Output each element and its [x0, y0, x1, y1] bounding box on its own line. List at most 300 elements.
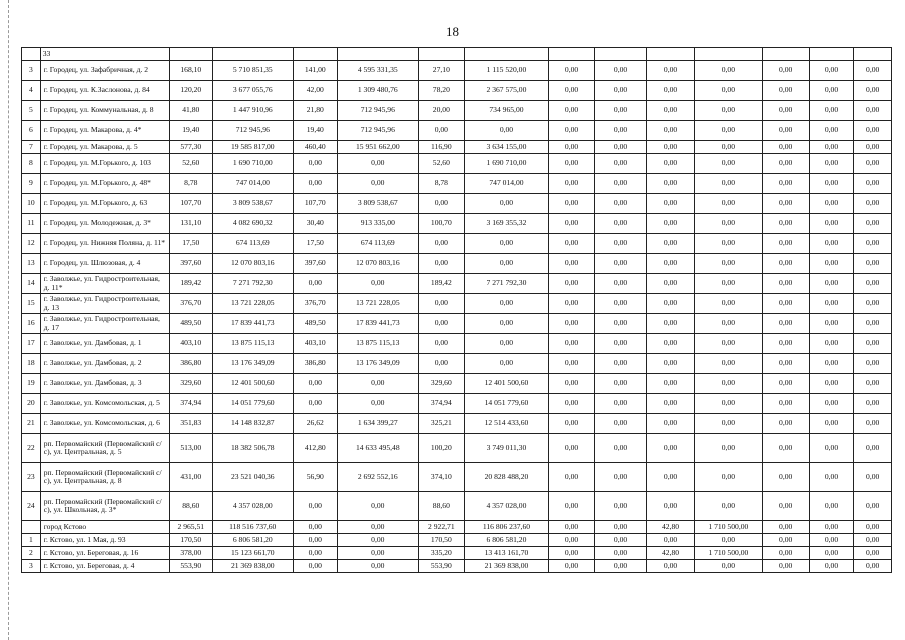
value-cell: 0,00	[762, 560, 809, 573]
value-cell: 0,00	[464, 294, 548, 314]
value-cell: 0,00	[809, 121, 854, 141]
value-cell: 0,00	[762, 294, 809, 314]
value-cell: 376,70	[293, 294, 337, 314]
value-cell: 0,00	[854, 234, 892, 254]
value-cell: 0,00	[695, 374, 763, 394]
value-cell: 13 176 349,09	[212, 354, 293, 374]
value-cell: 0,00	[595, 294, 647, 314]
value-cell: 0,00	[647, 294, 695, 314]
value-cell: 0,00	[293, 492, 337, 521]
value-cell: 0,00	[762, 394, 809, 414]
value-cell: 0,00	[549, 521, 595, 534]
value-cell: 0,00	[549, 101, 595, 121]
value-cell: 712 945,96	[337, 101, 418, 121]
value-cell: 30,40	[293, 214, 337, 234]
value-cell: 0,00	[418, 194, 464, 214]
row-number: 8	[22, 154, 41, 174]
value-cell: 4 082 690,32	[212, 214, 293, 234]
value-cell: 386,80	[169, 354, 212, 374]
value-cell: 0,00	[549, 141, 595, 154]
value-cell: 0,00	[762, 121, 809, 141]
value-cell: 0,00	[854, 194, 892, 214]
value-cell: 0,00	[549, 214, 595, 234]
value-cell: 0,00	[595, 414, 647, 434]
table-row	[22, 214, 892, 234]
value-cell: 13 176 349,09	[337, 354, 418, 374]
value-cell: 0,00	[337, 274, 418, 294]
value-cell: 747 014,00	[212, 174, 293, 194]
table-row	[22, 254, 892, 274]
value-cell: 78,20	[418, 81, 464, 101]
value-cell: 0,00	[762, 141, 809, 154]
value-cell: 0,00	[337, 374, 418, 394]
table-row	[22, 492, 892, 521]
value-cell: 107,70	[169, 194, 212, 214]
value-cell: 0,00	[854, 101, 892, 121]
value-cell: 14 051 779,60	[212, 394, 293, 414]
address-cell: г. Городец, ул. Зафабричная, д. 2	[40, 61, 169, 81]
value-cell: 513,00	[169, 434, 212, 463]
value-cell: 7 271 792,30	[212, 274, 293, 294]
value-cell: 0,00	[854, 374, 892, 394]
value-cell: 325,21	[418, 414, 464, 434]
value-cell: 21 369 838,00	[464, 560, 548, 573]
value-cell: 0,00	[549, 492, 595, 521]
value-cell: 0,00	[647, 254, 695, 274]
value-cell: 0,00	[809, 194, 854, 214]
value-cell: 3 809 538,67	[212, 194, 293, 214]
value-cell: 0,00	[293, 394, 337, 414]
value-cell: 0,00	[549, 174, 595, 194]
value-cell: 56,90	[293, 463, 337, 492]
value-cell: 3 809 538,67	[337, 194, 418, 214]
value-cell: 189,42	[418, 274, 464, 294]
value-cell: 0,00	[595, 534, 647, 547]
value-cell: 0,00	[549, 314, 595, 334]
value-cell: 0,00	[418, 294, 464, 314]
address-cell: г. Городец, ул. Молодежная, д. 3*	[40, 214, 169, 234]
value-cell: 0,00	[762, 334, 809, 354]
value-cell: 0,00	[762, 234, 809, 254]
value-cell: 0,00	[695, 194, 763, 214]
value-cell: 15 951 662,00	[337, 141, 418, 154]
value-cell: 0,00	[762, 521, 809, 534]
value-cell: 5 710 851,35	[212, 61, 293, 81]
value-cell: 0,00	[762, 174, 809, 194]
address-cell: г. Кстово, ул. Береговая, д. 16	[40, 547, 169, 560]
value-cell: 14 148 832,87	[212, 414, 293, 434]
value-cell: 0,00	[549, 194, 595, 214]
value-cell: 0,00	[549, 394, 595, 414]
value-cell: 0,00	[809, 434, 854, 463]
value-cell: 52,60	[169, 154, 212, 174]
value-cell: 0,00	[854, 314, 892, 334]
table-row	[22, 560, 892, 573]
value-cell: 0,00	[809, 314, 854, 334]
value-cell: 0,00	[762, 492, 809, 521]
table-row	[22, 174, 892, 194]
value-cell: 0,00	[293, 154, 337, 174]
address-cell: г. Городец, ул. М.Горького, д. 63	[40, 194, 169, 214]
address-cell: рп. Первомайский (Первомайский с/с), ул. Центральная, д. 5	[40, 434, 169, 463]
address-cell: г. Городец, ул. М.Горького, д. 48*	[40, 174, 169, 194]
value-cell: 116 806 237,60	[464, 521, 548, 534]
value-cell: 0,00	[337, 174, 418, 194]
address-cell: г. Городец, ул. Шлюзовая, д. 4	[40, 254, 169, 274]
value-cell: 0,00	[762, 154, 809, 174]
table-row	[22, 141, 892, 154]
value-cell: 403,10	[169, 334, 212, 354]
value-cell: 0,00	[695, 314, 763, 334]
value-cell: 13 875 115,13	[212, 334, 293, 354]
value-cell: 0,00	[293, 547, 337, 560]
table-row	[22, 81, 892, 101]
value-cell: 0,00	[595, 101, 647, 121]
value-cell: 374,94	[418, 394, 464, 414]
value-cell: 577,30	[169, 141, 212, 154]
value-cell: 0,00	[762, 414, 809, 434]
value-cell: 0,00	[695, 121, 763, 141]
value-cell: 0,00	[809, 414, 854, 434]
housing-program-table	[21, 47, 892, 573]
value-cell: 0,00	[647, 214, 695, 234]
value-cell: 0,00	[695, 294, 763, 314]
value-cell: 0,00	[695, 334, 763, 354]
value-cell: 0,00	[595, 334, 647, 354]
value-cell: 141,00	[293, 61, 337, 81]
value-cell: 397,60	[293, 254, 337, 274]
value-cell: 0,00	[549, 254, 595, 274]
table-row	[22, 374, 892, 394]
value-cell: 0,00	[647, 81, 695, 101]
row-number: 10	[22, 194, 41, 214]
value-cell: 0,00	[762, 61, 809, 81]
value-cell: 0,00	[695, 81, 763, 101]
value-cell: 0,00	[464, 354, 548, 374]
value-cell: 0,00	[762, 101, 809, 121]
value-cell: 0,00	[595, 121, 647, 141]
value-cell: 7 271 792,30	[464, 274, 548, 294]
value-cell: 0,00	[695, 254, 763, 274]
value-cell: 4 595 331,35	[337, 61, 418, 81]
table-row	[22, 521, 892, 534]
row-number: 20	[22, 394, 41, 414]
value-cell: 3 169 355,32	[464, 214, 548, 234]
value-cell: 0,00	[762, 194, 809, 214]
value-cell: 0,00	[695, 214, 763, 234]
address-cell: г. Заволжье, ул. Гидростроительная, д. 11*	[40, 274, 169, 294]
value-cell: 100,70	[418, 214, 464, 234]
value-cell: 0,00	[464, 254, 548, 274]
value-cell: 42,80	[647, 521, 695, 534]
value-cell: 13 875 115,13	[337, 334, 418, 354]
value-cell: 712 945,96	[212, 121, 293, 141]
value-cell: 1 710 500,00	[695, 547, 763, 560]
value-cell: 0,00	[762, 274, 809, 294]
value-cell: 0,00	[595, 214, 647, 234]
value-cell: 0,00	[549, 560, 595, 573]
value-cell: 42,00	[293, 81, 337, 101]
value-cell: 0,00	[647, 534, 695, 547]
row-number: 5	[22, 101, 41, 121]
row-number: 7	[22, 141, 41, 154]
value-cell: 0,00	[549, 234, 595, 254]
value-cell: 0,00	[647, 274, 695, 294]
table-row	[22, 154, 892, 174]
value-cell: 6 806 581,20	[464, 534, 548, 547]
value-cell: 0,00	[695, 274, 763, 294]
header-cell: 33	[40, 48, 169, 61]
value-cell: 116,90	[418, 141, 464, 154]
table-row	[22, 294, 892, 314]
value-cell: 0,00	[809, 492, 854, 521]
value-cell: 0,00	[809, 374, 854, 394]
value-cell: 0,00	[418, 354, 464, 374]
value-cell: 0,00	[695, 101, 763, 121]
value-cell: 553,90	[169, 560, 212, 573]
value-cell: 107,70	[293, 194, 337, 214]
value-cell: 4 357 028,00	[212, 492, 293, 521]
value-cell: 0,00	[337, 547, 418, 560]
value-cell: 0,00	[854, 81, 892, 101]
value-cell: 0,00	[549, 463, 595, 492]
value-cell: 0,00	[418, 254, 464, 274]
page-number: 18	[446, 24, 459, 39]
value-cell: 0,00	[464, 314, 548, 334]
value-cell: 41,80	[169, 101, 212, 121]
value-cell: 0,00	[647, 174, 695, 194]
value-cell: 17 839 441,73	[337, 314, 418, 334]
value-cell: 0,00	[647, 414, 695, 434]
value-cell: 0,00	[762, 81, 809, 101]
value-cell: 0,00	[337, 521, 418, 534]
value-cell: 0,00	[809, 521, 854, 534]
address-cell: рп. Первомайский (Первомайский с/с), ул. Центральная, д. 8	[40, 463, 169, 492]
value-cell: 0,00	[854, 294, 892, 314]
value-cell: 0,00	[549, 61, 595, 81]
address-cell: г. Заволжье, ул. Дамбовая, д. 1	[40, 334, 169, 354]
value-cell: 0,00	[549, 354, 595, 374]
value-cell: 403,10	[293, 334, 337, 354]
header-row	[22, 48, 892, 61]
value-cell: 0,00	[762, 547, 809, 560]
value-cell: 0,00	[809, 534, 854, 547]
address-cell: г. Городец, ул. М.Горького, д. 103	[40, 154, 169, 174]
value-cell: 14 051 779,60	[464, 394, 548, 414]
value-cell: 0,00	[809, 463, 854, 492]
value-cell: 0,00	[647, 334, 695, 354]
value-cell: 0,00	[549, 374, 595, 394]
value-cell: 0,00	[647, 374, 695, 394]
value-cell: 8,78	[418, 174, 464, 194]
table-row	[22, 121, 892, 141]
value-cell: 0,00	[647, 101, 695, 121]
value-cell: 0,00	[854, 214, 892, 234]
row-number: 4	[22, 81, 41, 101]
value-cell: 0,00	[418, 121, 464, 141]
value-cell: 712 945,96	[337, 121, 418, 141]
value-cell: 0,00	[695, 492, 763, 521]
value-cell: 0,00	[293, 560, 337, 573]
value-cell: 12 070 803,16	[337, 254, 418, 274]
row-number: 24	[22, 492, 41, 521]
value-cell: 0,00	[854, 547, 892, 560]
value-cell: 12 514 433,60	[464, 414, 548, 434]
value-cell: 747 014,00	[464, 174, 548, 194]
table-row	[22, 394, 892, 414]
value-cell: 170,50	[418, 534, 464, 547]
value-cell: 0,00	[809, 154, 854, 174]
value-cell: 19,40	[169, 121, 212, 141]
value-cell: 0,00	[854, 121, 892, 141]
value-cell: 0,00	[647, 154, 695, 174]
value-cell: 0,00	[647, 194, 695, 214]
address-cell: г. Заволжье, ул. Дамбовая, д. 3	[40, 374, 169, 394]
value-cell: 0,00	[595, 254, 647, 274]
value-cell: 0,00	[762, 463, 809, 492]
value-cell: 0,00	[854, 274, 892, 294]
value-cell: 0,00	[647, 121, 695, 141]
value-cell: 553,90	[418, 560, 464, 573]
value-cell: 0,00	[647, 314, 695, 334]
table-row	[22, 463, 892, 492]
table-row	[22, 354, 892, 374]
table-row	[22, 101, 892, 121]
value-cell: 0,00	[762, 314, 809, 334]
row-number: 13	[22, 254, 41, 274]
value-cell: 0,00	[762, 214, 809, 234]
value-cell: 431,00	[169, 463, 212, 492]
value-cell: 4 357 028,00	[464, 492, 548, 521]
value-cell: 14 633 495,48	[337, 434, 418, 463]
value-cell: 21,80	[293, 101, 337, 121]
value-cell: 88,60	[169, 492, 212, 521]
value-cell: 19 585 817,00	[212, 141, 293, 154]
table-row	[22, 434, 892, 463]
value-cell: 0,00	[337, 560, 418, 573]
address-cell: г. Заволжье, ул. Дамбовая, д. 2	[40, 354, 169, 374]
row-number: 22	[22, 434, 41, 463]
value-cell: 42,80	[647, 547, 695, 560]
value-cell: 15 123 661,70	[212, 547, 293, 560]
value-cell: 0,00	[809, 234, 854, 254]
value-cell: 0,00	[595, 194, 647, 214]
value-cell: 0,00	[293, 534, 337, 547]
value-cell: 20 828 488,20	[464, 463, 548, 492]
value-cell: 412,80	[293, 434, 337, 463]
value-cell: 0,00	[854, 521, 892, 534]
table-row	[22, 534, 892, 547]
value-cell: 0,00	[418, 334, 464, 354]
value-cell: 189,42	[169, 274, 212, 294]
value-cell: 0,00	[809, 394, 854, 414]
row-number: 18	[22, 354, 41, 374]
value-cell: 0,00	[762, 534, 809, 547]
value-cell: 0,00	[695, 414, 763, 434]
value-cell: 0,00	[595, 463, 647, 492]
value-cell: 0,00	[549, 547, 595, 560]
value-cell: 0,00	[293, 274, 337, 294]
address-cell: г. Заволжье, ул. Комсомольская, д. 6	[40, 414, 169, 434]
value-cell: 0,00	[464, 334, 548, 354]
value-cell: 0,00	[809, 141, 854, 154]
row-number: 16	[22, 314, 41, 334]
value-cell: 0,00	[809, 547, 854, 560]
value-cell: 0,00	[647, 394, 695, 414]
value-cell: 1 690 710,00	[212, 154, 293, 174]
value-cell: 0,00	[854, 334, 892, 354]
value-cell: 0,00	[293, 521, 337, 534]
value-cell: 3 677 055,76	[212, 81, 293, 101]
address-cell: г. Городец, ул. Макарова, д. 4*	[40, 121, 169, 141]
address-cell: г. Заволжье, ул. Гидростроительная, д. 13	[40, 294, 169, 314]
value-cell: 0,00	[595, 174, 647, 194]
row-number: 14	[22, 274, 41, 294]
value-cell: 100,20	[418, 434, 464, 463]
table-row	[22, 547, 892, 560]
value-cell: 27,10	[418, 61, 464, 81]
value-cell: 0,00	[595, 394, 647, 414]
value-cell: 13 413 161,70	[464, 547, 548, 560]
table-row	[22, 314, 892, 334]
table-row	[22, 194, 892, 214]
margin-guide-line	[8, 0, 10, 640]
address-cell: г. Городец, ул. Нижняя Поляна, д. 11*	[40, 234, 169, 254]
value-cell: 20,00	[418, 101, 464, 121]
value-cell: 0,00	[647, 354, 695, 374]
row-number: 11	[22, 214, 41, 234]
value-cell: 0,00	[337, 492, 418, 521]
value-cell: 0,00	[854, 434, 892, 463]
value-cell: 23 521 040,36	[212, 463, 293, 492]
row-number: 6	[22, 121, 41, 141]
value-cell: 0,00	[337, 534, 418, 547]
value-cell: 0,00	[595, 521, 647, 534]
value-cell: 397,60	[169, 254, 212, 274]
value-cell: 0,00	[809, 101, 854, 121]
value-cell: 0,00	[337, 394, 418, 414]
value-cell: 386,80	[293, 354, 337, 374]
address-cell: г. Городец, ул. Коммунальная, д. 8	[40, 101, 169, 121]
value-cell: 3 634 155,00	[464, 141, 548, 154]
address-cell: г. Кстово, ул. Береговая, д. 4	[40, 560, 169, 573]
value-cell: 0,00	[762, 434, 809, 463]
row-number: 9	[22, 174, 41, 194]
row-number: 15	[22, 294, 41, 314]
value-cell: 329,60	[418, 374, 464, 394]
value-cell: 674 113,69	[337, 234, 418, 254]
value-cell: 170,50	[169, 534, 212, 547]
address-cell: г. Заволжье, ул. Комсомольская, д. 5	[40, 394, 169, 414]
value-cell: 0,00	[854, 61, 892, 81]
value-cell: 2 965,51	[169, 521, 212, 534]
value-cell: 0,00	[809, 354, 854, 374]
row-number: 3	[22, 560, 41, 573]
value-cell: 913 335,00	[337, 214, 418, 234]
value-cell: 19,40	[293, 121, 337, 141]
value-cell: 0,00	[854, 560, 892, 573]
value-cell: 0,00	[549, 81, 595, 101]
value-cell: 0,00	[854, 414, 892, 434]
row-number: 21	[22, 414, 41, 434]
value-cell: 0,00	[695, 234, 763, 254]
value-cell: 0,00	[595, 434, 647, 463]
value-cell: 0,00	[809, 334, 854, 354]
value-cell: 120,20	[169, 81, 212, 101]
value-cell: 0,00	[762, 354, 809, 374]
value-cell: 1 634 399,27	[337, 414, 418, 434]
value-cell: 3 749 011,30	[464, 434, 548, 463]
